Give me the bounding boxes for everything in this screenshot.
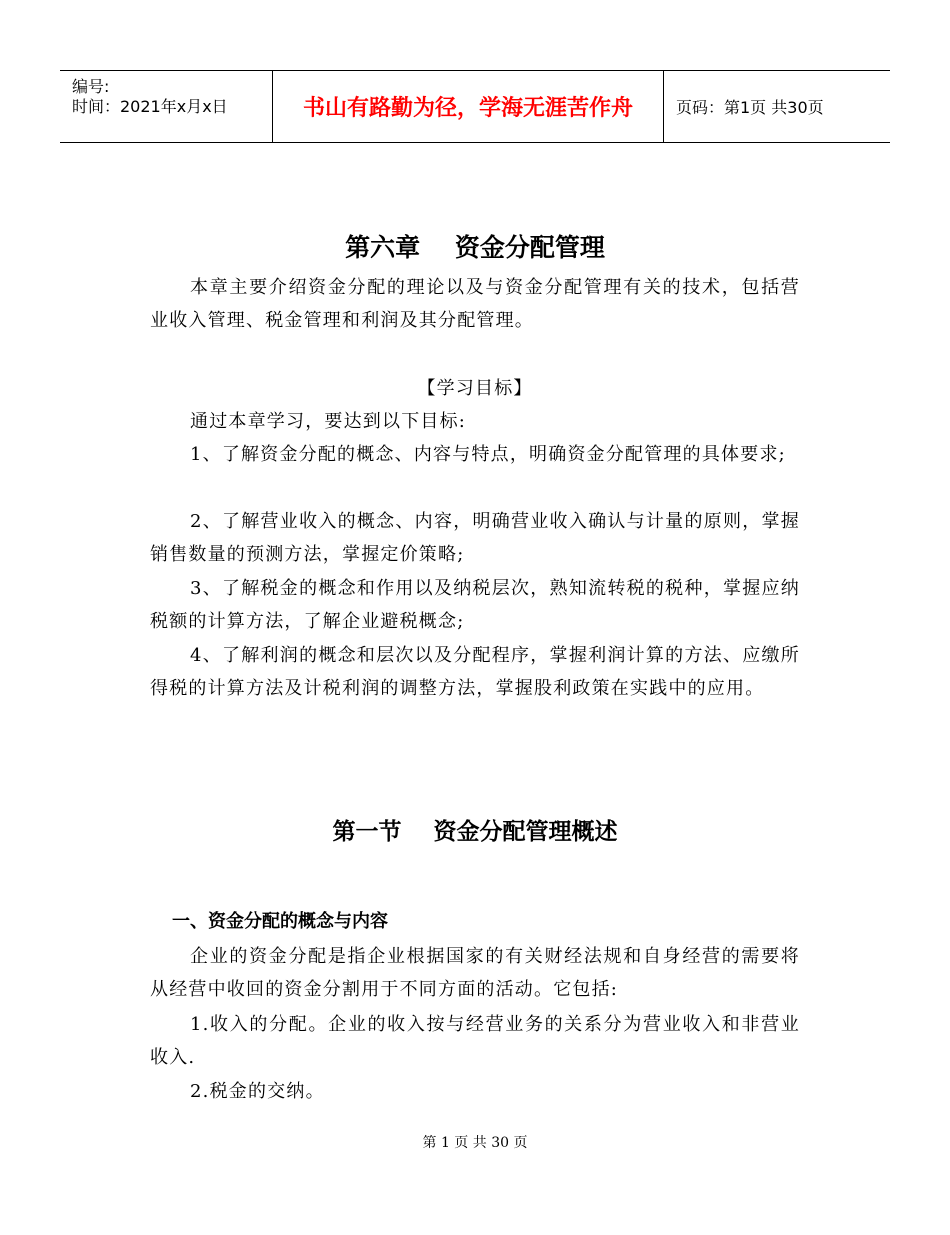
objectives-lead: 通过本章学习，要达到以下目标: xyxy=(190,411,467,432)
objective-item-1: 1、了解资金分配的概念、内容与特点，明确资金分配管理的具体要求; xyxy=(190,444,786,465)
header-page-info: 页码：第1页 共30页 xyxy=(676,98,824,117)
section-title: 第一节 资金分配管理概述 xyxy=(332,818,618,845)
section-paragraph-3: 2.税金的交纳。 xyxy=(190,1081,325,1102)
objective-item-4: 4、了解利润的概念和层次以及分配程序，掌握利润计算的方法、应缴所得税的计算方法及计税利润的调整方法，掌握股利政策在实践中的应用。 xyxy=(150,645,800,699)
header-motto: 书山有路勤为径，学海无涯苦作舟 xyxy=(272,71,664,142)
objective-item-2: 2、了解营业收入的概念、内容，明确营业收入确认与计量的原则，掌握销售数量的预测方法，掌握定价策略; xyxy=(150,511,800,565)
header-meta xyxy=(60,71,272,142)
objectives-heading: 【学习目标】 xyxy=(417,378,533,399)
section-paragraph-1: 企业的资金分配是指企业根据国家的有关财经法规和自身经营的需要将从经营中收回的资金分割用于不同方面的活动。它包括: xyxy=(150,946,800,1000)
chapter-intro: 本章主要介绍资金分配的理论以及与资金分配管理有关的技术，包括营业收入管理、税金管理和利润及其分配管理。 xyxy=(150,277,800,331)
document-header xyxy=(60,70,890,143)
subsection-title: 一、资金分配的概念与内容 xyxy=(172,911,388,932)
section-paragraph-2: 1.收入的分配。企业的收入按与经营业务的关系分为营业收入和非营业收入. xyxy=(150,1014,800,1068)
chapter-title: 第六章 资金分配管理 xyxy=(345,233,605,262)
objective-item-3: 3、了解税金的概念和作用以及纳税层次，熟知流转税的税种，掌握应纳税额的计算方法，了解企业避税概念; xyxy=(150,578,800,632)
header-time-label: 时间：2021年x月x日 xyxy=(72,97,228,116)
header-number-label: 编号: xyxy=(72,77,110,96)
page-footer: 第 1 页 共 30 页 xyxy=(422,1135,528,1151)
